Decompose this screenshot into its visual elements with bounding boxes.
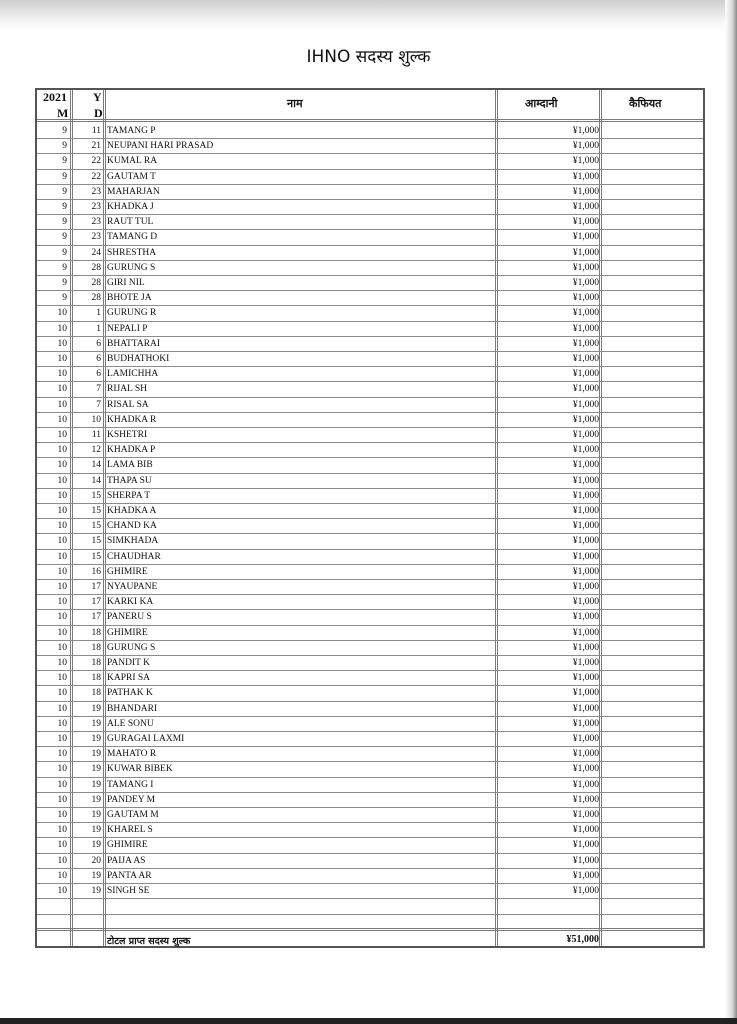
header-name: नाम [287,97,303,110]
month-cell: 10 [57,551,67,562]
day-cell: 19 [91,734,101,744]
table-header [37,90,703,122]
table-row [37,793,703,808]
day-cell: 23 [91,202,101,212]
month-cell: 10 [57,840,67,851]
name-cell: KAPRI SA [107,673,151,684]
table-row [37,382,703,397]
table-row [37,519,703,534]
month-cell: 9 [62,186,67,197]
table-row [37,671,703,686]
name-cell: PANDIT K [107,658,151,668]
table-row [37,200,703,215]
month-cell: 10 [57,369,67,380]
name-cell: KHADKA J [107,202,154,212]
name-cell: GHIMIRE [107,566,148,577]
amount-cell: ¥1,000 [572,430,599,440]
month-cell: 10 [57,612,67,623]
table-row [37,656,703,671]
day-cell: 11 [91,430,101,440]
month-cell: 10 [57,718,67,729]
amount-cell: ¥1,000 [572,840,599,851]
name-cell: BHOTE JA [107,293,152,304]
amount-cell: ¥1,000 [572,642,599,653]
day-cell: 18 [91,642,101,653]
month-cell: 9 [62,171,67,182]
table-row [37,504,703,519]
amount-cell: ¥1,000 [572,658,599,668]
month-cell: 10 [57,855,67,866]
day-cell: 12 [91,445,101,456]
amount-cell: ¥1,000 [572,855,599,866]
name-cell: RISAL SA [107,399,149,410]
day-cell: 19 [91,703,101,714]
name-cell: GHIMIRE [107,840,148,851]
amount-cell: ¥1,000 [572,384,599,395]
amount-cell: ¥1,000 [572,764,599,775]
day-cell: 14 [91,460,101,471]
month-cell: 10 [57,384,67,395]
day-cell: 7 [96,399,101,410]
month-cell: 10 [57,475,67,486]
header-month: M [57,106,69,120]
month-cell: 10 [57,642,67,653]
amount-cell: ¥1,000 [572,156,599,167]
amount-cell: ¥1,000 [572,582,599,592]
day-cell: 19 [91,810,101,820]
day-cell: 22 [91,156,101,167]
day-cell: 19 [91,749,101,760]
name-cell: LAMICHHA [107,369,159,380]
day-cell: 1 [96,323,101,334]
day-cell: 28 [91,262,101,273]
amount-cell: ¥1,000 [572,247,599,258]
table-row [37,185,703,200]
day-cell: 17 [91,612,101,623]
day-cell: 16 [91,566,101,577]
day-cell: 18 [91,673,101,684]
day-cell: 20 [91,855,101,866]
amount-cell: ¥1,000 [572,278,599,288]
amount-cell: ¥1,000 [572,217,599,228]
month-cell: 10 [57,582,67,592]
amount-cell: ¥1,000 [572,445,599,456]
name-cell: SIMKHADA [107,536,159,547]
name-cell: SINGH SE [107,886,150,896]
name-cell: KUMAL RA [107,156,158,167]
day-cell: 1 [96,308,101,319]
day-cell: 28 [91,293,101,304]
name-cell: GURUNG S [107,642,156,653]
day-cell: 14 [91,475,101,486]
day-cell: 6 [96,338,101,349]
month-cell: 10 [57,810,67,820]
day-cell: 23 [91,186,101,197]
header-year: 2021 [43,90,67,104]
month-cell: 10 [57,688,67,699]
amount-cell: ¥1,000 [572,323,599,334]
table-row [37,337,703,352]
amount-cell: ¥1,000 [572,612,599,623]
name-cell: TAMANG P [107,126,156,136]
table-row [37,717,703,732]
amount-cell: ¥1,000 [572,369,599,380]
day-cell: 28 [91,278,101,288]
month-cell: 10 [57,794,67,805]
day-cell: 18 [91,688,101,699]
amount-cell: ¥1,000 [572,551,599,562]
name-cell: GAUTAM T [107,171,156,182]
day-cell: 6 [96,354,101,364]
table-row [37,610,703,625]
name-cell: BHATTARAI [107,338,161,349]
amount-cell: ¥1,000 [572,521,599,532]
name-cell: KHADKA P [107,445,156,456]
day-cell: 24 [91,247,101,258]
name-cell: NYAUPANE [107,582,158,592]
day-cell: 15 [91,521,101,532]
header-income: आम्दानी [525,97,558,110]
table-row [37,550,703,565]
amount-cell: ¥1,000 [572,688,599,699]
day-cell: 19 [91,840,101,851]
table-row [37,823,703,838]
amount-cell: ¥1,000 [572,597,599,608]
name-cell: KARKI KA [107,597,154,608]
month-cell: 9 [62,293,67,304]
table-row [37,139,703,154]
day-cell: 6 [96,369,101,380]
day-cell: 11 [91,126,101,136]
table-row [37,291,703,306]
name-cell: BUDHATHOKI [107,354,170,364]
amount-cell: ¥1,000 [572,566,599,577]
table-row [37,884,703,899]
month-cell: 10 [57,673,67,684]
day-cell: 23 [91,217,101,228]
top-shade [0,0,737,30]
table-row [37,686,703,701]
month-cell: 10 [57,308,67,319]
table-row [37,489,703,504]
day-cell: 15 [91,506,101,516]
month-cell: 10 [57,886,67,896]
month-cell: 10 [57,354,67,364]
month-cell: 10 [57,338,67,349]
month-cell: 10 [57,445,67,456]
month-cell: 10 [57,764,67,775]
amount-cell: ¥1,000 [572,886,599,896]
page-edge [725,0,737,1024]
table-row [37,458,703,473]
amount-cell: ¥1,000 [572,703,599,714]
table-row [37,565,703,580]
month-cell: 10 [57,566,67,577]
table-row [37,428,703,443]
amount-cell: ¥1,000 [572,202,599,212]
name-cell: RAUT TUL [107,217,154,228]
name-cell: CHAUDHAR [107,551,161,562]
table-row [37,413,703,428]
day-cell: 21 [91,141,101,152]
month-cell: 9 [62,141,67,152]
month-cell: 10 [57,703,67,714]
day-cell: 22 [91,171,101,182]
amount-cell: ¥1,000 [572,354,599,364]
day-cell: 15 [91,490,101,501]
table-row [37,626,703,641]
total-row [37,928,703,948]
total-label: टोटल प्राप्त सदस्य शुल्क [107,936,191,947]
name-cell: ALE SONU [107,718,154,729]
name-cell: GURUNG S [107,262,156,273]
month-cell: 10 [57,825,67,836]
amount-cell: ¥1,000 [572,460,599,471]
month-cell: 10 [57,521,67,532]
day-cell: 18 [91,658,101,668]
amount-cell: ¥1,000 [572,126,599,136]
header-y: Y [93,90,102,104]
name-cell: BHANDARI [107,703,158,714]
table-row [37,869,703,884]
month-cell: 10 [57,399,67,410]
table-row [37,702,703,717]
amount-cell: ¥1,000 [572,810,599,820]
amount-cell: ¥1,000 [572,718,599,729]
amount-cell: ¥1,000 [572,794,599,805]
bottom-edge [0,1018,737,1024]
table-row [37,170,703,185]
amount-cell: ¥1,000 [572,232,599,243]
day-cell: 7 [96,384,101,395]
name-cell: GHIMIRE [107,627,148,638]
header-remarks: कैफियत [629,97,662,110]
name-cell: GURAGAI LAXMI [107,734,185,744]
name-cell: PANERU S [107,612,152,623]
table-row [37,534,703,549]
day-cell: 15 [91,551,101,562]
total-amount: ¥51,000 [566,934,599,945]
name-cell: MAHATO R [107,749,157,760]
name-cell: SHRESTHA [107,247,157,258]
table-row [37,747,703,762]
table-row [37,580,703,595]
month-cell: 9 [62,247,67,258]
table-row [37,808,703,823]
amount-cell: ¥1,000 [572,627,599,638]
name-cell: CHAND KA [107,521,157,532]
name-cell: KHADKA A [107,506,157,516]
day-cell: 10 [91,414,101,425]
name-cell: MAHARJAN [107,186,160,197]
amount-cell: ¥1,000 [572,262,599,273]
name-cell: SHERPA T [107,490,151,501]
day-cell: 19 [91,886,101,896]
month-cell: 9 [62,262,67,273]
empty-row [37,899,703,915]
day-cell: 19 [91,764,101,775]
name-cell: GURUNG R [107,308,157,319]
name-cell: PAIJA AS [107,855,146,866]
day-cell: 19 [91,794,101,805]
month-cell: 10 [57,506,67,516]
amount-cell: ¥1,000 [572,293,599,304]
amount-cell: ¥1,000 [572,734,599,744]
day-cell: 23 [91,232,101,243]
table-row [37,352,703,367]
page-title: IHNO सदस्य शुल्क [306,47,431,67]
name-cell: PANDEY M [107,794,156,805]
table-row [37,762,703,777]
month-cell: 10 [57,658,67,668]
month-cell: 10 [57,536,67,547]
table-row [37,443,703,458]
day-cell: 15 [91,536,101,547]
month-cell: 9 [62,232,67,243]
table-row [37,246,703,261]
name-cell: GIRI NIL [107,278,145,288]
month-cell: 10 [57,430,67,440]
name-cell: PANTA AR [107,870,152,881]
month-cell: 10 [57,460,67,471]
month-cell: 9 [62,156,67,167]
name-cell: THAPA SU [107,475,152,486]
header-d: D [94,106,103,120]
amount-cell: ¥1,000 [572,308,599,319]
amount-cell: ¥1,000 [572,141,599,152]
month-cell: 10 [57,597,67,608]
month-cell: 10 [57,627,67,638]
table-row [37,261,703,276]
amount-cell: ¥1,000 [572,673,599,684]
name-cell: GAUTAM M [107,810,159,820]
name-cell: PATHAK K [107,688,153,699]
day-cell: 18 [91,627,101,638]
amount-cell: ¥1,000 [572,490,599,501]
table-row [37,398,703,413]
table-row [37,838,703,853]
month-cell: 10 [57,749,67,760]
day-cell: 17 [91,597,101,608]
month-cell: 9 [62,202,67,212]
name-cell: KHAREL S [107,825,153,836]
table-row [37,276,703,291]
month-cell: 9 [62,126,67,136]
day-cell: 19 [91,718,101,729]
table-row [37,854,703,869]
month-cell: 10 [57,734,67,744]
table-row [37,306,703,321]
month-cell: 10 [57,323,67,334]
table-row [37,230,703,245]
month-cell: 10 [57,414,67,425]
table-row [37,322,703,337]
name-cell: TAMANG I [107,779,154,790]
amount-cell: ¥1,000 [572,536,599,547]
amount-cell: ¥1,000 [572,338,599,349]
name-cell: TAMANG D [107,232,158,243]
day-cell: 19 [91,870,101,881]
amount-cell: ¥1,000 [572,399,599,410]
day-cell: 19 [91,779,101,790]
amount-cell: ¥1,000 [572,870,599,881]
table-row [37,778,703,793]
month-cell: 10 [57,779,67,790]
table-row [37,367,703,382]
table-row [37,215,703,230]
month-cell: 10 [57,490,67,501]
month-cell: 9 [62,278,67,288]
amount-cell: ¥1,000 [572,779,599,790]
amount-cell: ¥1,000 [572,414,599,425]
name-cell: NEUPANI HARI PRASAD [107,141,214,152]
table-row [37,595,703,610]
fee-table [35,88,705,948]
day-cell: 19 [91,825,101,836]
name-cell: KHADKA R [107,414,157,425]
name-cell: KSHETRI [107,430,148,440]
table-row [37,732,703,747]
table-row [37,474,703,489]
amount-cell: ¥1,000 [572,506,599,516]
amount-cell: ¥1,000 [572,749,599,760]
name-cell: KUWAR BIBEK [107,764,173,775]
month-cell: 10 [57,870,67,881]
month-cell: 9 [62,217,67,228]
amount-cell: ¥1,000 [572,475,599,486]
amount-cell: ¥1,000 [572,825,599,836]
name-cell: RIJAL SH [107,384,148,395]
name-cell: NEPALI P [107,323,148,334]
table-row [37,641,703,656]
amount-cell: ¥1,000 [572,186,599,197]
name-cell: LAMA BIB [107,460,153,471]
amount-cell: ¥1,000 [572,171,599,182]
table-row [37,124,703,139]
table-row [37,154,703,169]
day-cell: 17 [91,582,101,592]
